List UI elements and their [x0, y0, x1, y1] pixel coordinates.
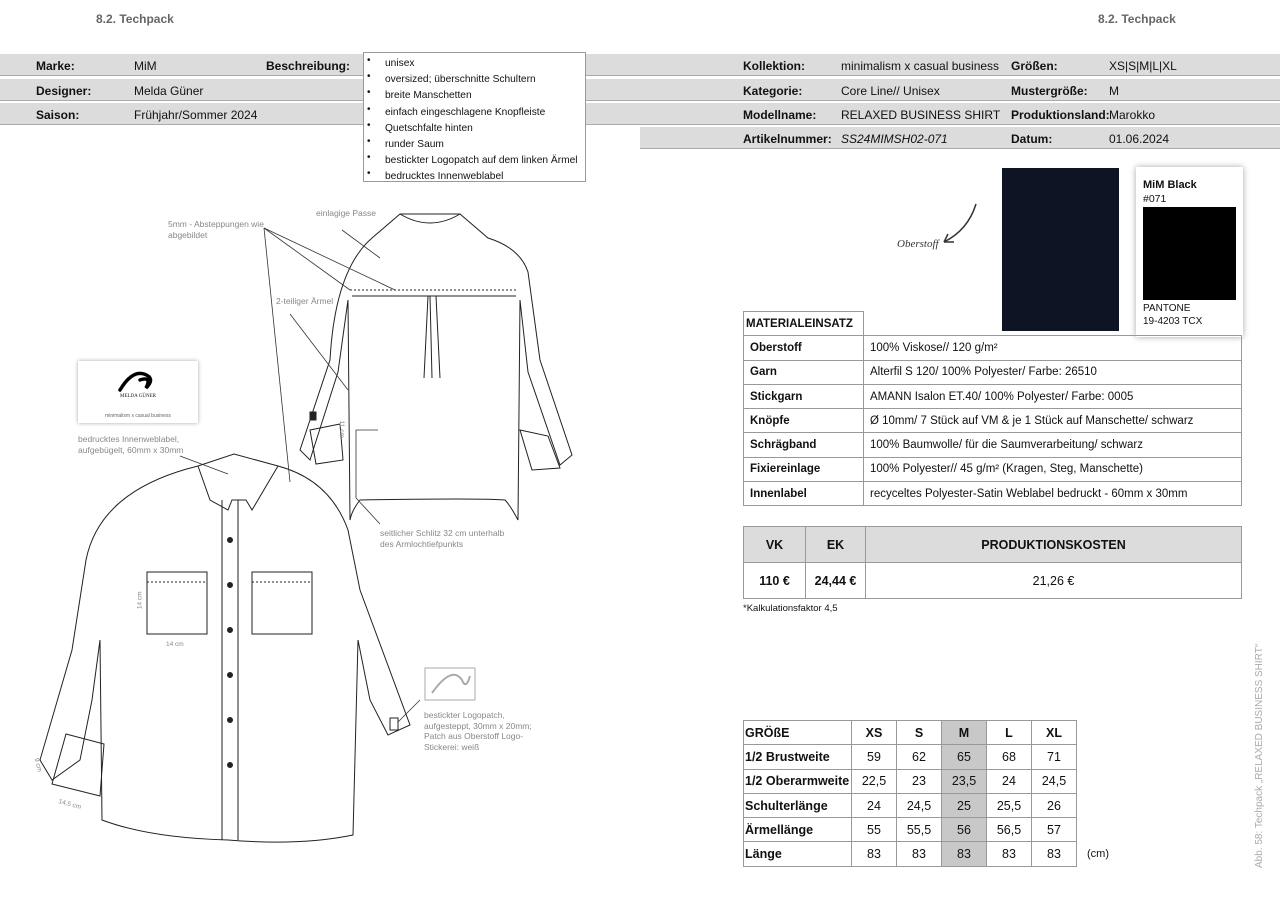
measure-value: 62: [897, 745, 942, 769]
prod-value: 21,26 €: [866, 563, 1242, 599]
dim-pocket-height: 14 cm: [136, 591, 144, 610]
note-innenlabel: bedrucktes Innenweblabel, aufgebügelt, 60mm x 30mm: [78, 434, 184, 455]
table-row: [744, 457, 1242, 481]
dim-cuff-height: 9 cm: [32, 757, 43, 773]
measure-value: 57: [1032, 818, 1077, 842]
materials-table: [743, 311, 1242, 506]
measure-value: 25: [942, 793, 987, 817]
prod-header: PRODUKTIONSKOSTEN: [866, 527, 1242, 563]
measure-value: 83: [942, 842, 987, 866]
measure-value: 55: [852, 818, 897, 842]
description-item: • einfach eingeschlagene Knopfleiste: [367, 105, 585, 121]
measure-value: 24,5: [897, 793, 942, 817]
note-aermel: 2-teiliger Ärmel: [276, 296, 334, 306]
logo-name: MELDA GÜNER: [120, 394, 156, 399]
measure-value: 65: [942, 745, 987, 769]
measure-value: 83: [987, 842, 1032, 866]
inner-label-card: [78, 361, 198, 423]
table-row: [744, 384, 1242, 408]
datum-value: 01.06.2024: [1109, 132, 1170, 146]
table-row: [744, 769, 1117, 793]
size-header: XL: [1032, 721, 1077, 745]
kollektion-label: Kollektion:: [743, 59, 805, 73]
ek-value: 24,44 €: [806, 563, 866, 599]
measure-label: 1/2 Brustweite: [744, 745, 852, 769]
section-heading-right: 8.2. Techpack: [1098, 12, 1176, 26]
table-row: [744, 842, 1117, 866]
figure-caption: Abb. 58: Techpack „RELAXED BUSINESS SHIRT“: [1254, 643, 1265, 868]
produktionsland-label: Produktionsland:: [1011, 108, 1110, 122]
shirt-sketches: [0, 150, 640, 870]
measure-label: Länge: [744, 842, 852, 866]
artikelnummer-label: Artikelnummer:: [743, 132, 832, 146]
material-value: 100% Baumwolle/ für die Saumverarbeitung/ schwarz: [864, 433, 1242, 457]
size-unit: (cm): [1087, 848, 1109, 861]
material-key: Innenlabel: [744, 482, 864, 506]
shirt-front-sketch: [40, 454, 410, 842]
kategorie-value: Core Line// Unisex: [841, 84, 940, 98]
swatch-pantone: PANTONE: [1143, 303, 1191, 314]
ek-header: EK: [806, 527, 866, 563]
note-passe: einlagige Passe: [316, 208, 377, 218]
size-header: M: [942, 721, 987, 745]
measure-value: 24: [987, 769, 1032, 793]
fabric-arrow-icon: [940, 200, 990, 250]
marke-label: Marke:: [36, 59, 75, 73]
material-value: recyceltes Polyester-Satin Weblabel bedruckt - 60mm x 30mm: [864, 482, 1242, 506]
measure-label: Schulterlänge: [744, 793, 852, 817]
dim-cuff-width: 14,5 cm: [57, 798, 82, 811]
description-item: • runder Saum: [367, 137, 585, 153]
note-abstepp: 5mm - Absteppungen wie abgebildet: [168, 219, 264, 240]
datum-label: Datum:: [1011, 132, 1053, 146]
measure-value: 24,5: [1032, 769, 1077, 793]
table-row: [744, 818, 1117, 842]
measure-value: 23,5: [942, 769, 987, 793]
table-row: [744, 433, 1242, 457]
material-value: Alterfil S 120/ 100% Polyester/ Farbe: 26510: [864, 360, 1242, 384]
kategorie-label: Kategorie:: [743, 84, 803, 98]
description-item: • unisex: [367, 56, 585, 72]
saison-value: Frühjahr/Sommer 2024: [134, 108, 258, 122]
note-schlitz: seitlicher Schlitz 32 cm unterhalb des Armlochtiefpunkts: [380, 528, 505, 549]
designer-value: Melda Güner: [134, 84, 204, 98]
modellname-label: Modellname:: [743, 108, 817, 122]
swatch-code: #071: [1143, 193, 1167, 205]
material-key: Fixiereinlage: [744, 457, 864, 481]
designer-label: Designer:: [36, 84, 92, 98]
section-heading-left: 8.2. Techpack: [96, 12, 174, 26]
measure-value: 68: [987, 745, 1032, 769]
description-item: • Quetschfalte hinten: [367, 121, 585, 137]
marke-value: MiM: [134, 59, 157, 73]
logo-tagline: minimalism x casual business: [105, 413, 171, 419]
description-item: • bedrucktes Innenweblabel: [367, 169, 585, 185]
costs-table: [743, 526, 1242, 599]
dim-pocket-width: 14 cm: [166, 641, 184, 648]
table-row: [744, 721, 1117, 745]
size-header: L: [987, 721, 1032, 745]
measure-value: 55,5: [897, 818, 942, 842]
swatch-name: MiM Black: [1143, 179, 1197, 191]
measure-value: 23: [897, 769, 942, 793]
material-key: Knöpfe: [744, 409, 864, 433]
swatch-pantone-code: 19-4203 TCX: [1143, 316, 1203, 327]
description-item: • bestickter Logopatch auf dem linken Ärmel: [367, 153, 585, 169]
kollektion-value: minimalism x casual business: [841, 59, 1000, 73]
size-header: S: [897, 721, 942, 745]
measure-value: 83: [1032, 842, 1077, 866]
calc-note: *Kalkulationsfaktor 4,5: [743, 603, 838, 614]
table-row: [744, 409, 1242, 433]
description-item: • oversized; überschnitte Schultern: [367, 72, 585, 88]
table-row: [744, 360, 1242, 384]
groessen-label: Größen:: [1011, 59, 1058, 73]
produktionsland-value: Marokko: [1109, 108, 1156, 122]
measure-label: Ärmellänge: [744, 818, 852, 842]
saison-label: Saison:: [36, 108, 80, 122]
beschreibung-label: Beschreibung:: [266, 59, 351, 73]
size-table: [743, 720, 1117, 867]
note-logopatch: bestickter Logopatch, aufgesteppt, 30mm x 20mm; Patch aus Oberstoff Logo-Stickerei: weiß: [424, 710, 532, 752]
measure-value: 25,5: [987, 793, 1032, 817]
measure-value: 24: [852, 793, 897, 817]
material-value: 100% Polyester// 45 g/m² (Kragen, Steg, Manschette): [864, 457, 1242, 481]
material-key: Stickgarn: [744, 384, 864, 408]
fabric-label: Oberstoff: [897, 238, 939, 250]
description-item: • breite Manschetten: [367, 88, 585, 104]
mustergroesse-value: M: [1109, 84, 1119, 98]
groessen-value: XS|S|M|L|XL: [1109, 59, 1177, 73]
measure-value: 71: [1032, 745, 1077, 769]
size-header: GRÖßE: [744, 721, 852, 745]
vk-value: 110 €: [744, 563, 806, 599]
measure-value: 56: [942, 818, 987, 842]
mustergroesse-label: Mustergröße:: [1011, 84, 1088, 98]
measure-value: 22,5: [852, 769, 897, 793]
size-header: XS: [852, 721, 897, 745]
measure-value: 83: [852, 842, 897, 866]
measure-value: 83: [897, 842, 942, 866]
vk-header: VK: [744, 527, 806, 563]
shirt-back-sketch: [300, 214, 572, 520]
measure-label: 1/2 Oberarmweite: [744, 769, 852, 793]
fabric-sample: [1002, 168, 1119, 331]
material-key: Garn: [744, 360, 864, 384]
materials-title: MATERIALEINSATZ: [744, 312, 864, 336]
table-row: [744, 336, 1242, 360]
dim-back-cuff: 11 cm: [337, 420, 345, 438]
swatch-color: [1143, 207, 1236, 300]
material-key: Schrägband: [744, 433, 864, 457]
measure-value: 26: [1032, 793, 1077, 817]
artikelnummer-value: SS24MIMSH02-071: [841, 132, 948, 146]
table-row: [744, 482, 1242, 506]
modellname-value: RELAXED BUSINESS SHIRT: [841, 108, 1001, 122]
table-row: [744, 793, 1117, 817]
table-row: [744, 745, 1117, 769]
material-value: AMANN Isalon ET.40/ 100% Polyester/ Farbe: 0005: [864, 384, 1242, 408]
measure-value: 56,5: [987, 818, 1032, 842]
material-key: Oberstoff: [744, 336, 864, 360]
material-value: 100% Viskose// 120 g/m²: [864, 336, 1242, 360]
logo-patch-sketch: [425, 668, 475, 700]
material-value: Ø 10mm/ 7 Stück auf VM & je 1 Stück auf Manschette/ schwarz: [864, 409, 1242, 433]
measure-value: 59: [852, 745, 897, 769]
brand-logo-icon: [116, 366, 160, 394]
